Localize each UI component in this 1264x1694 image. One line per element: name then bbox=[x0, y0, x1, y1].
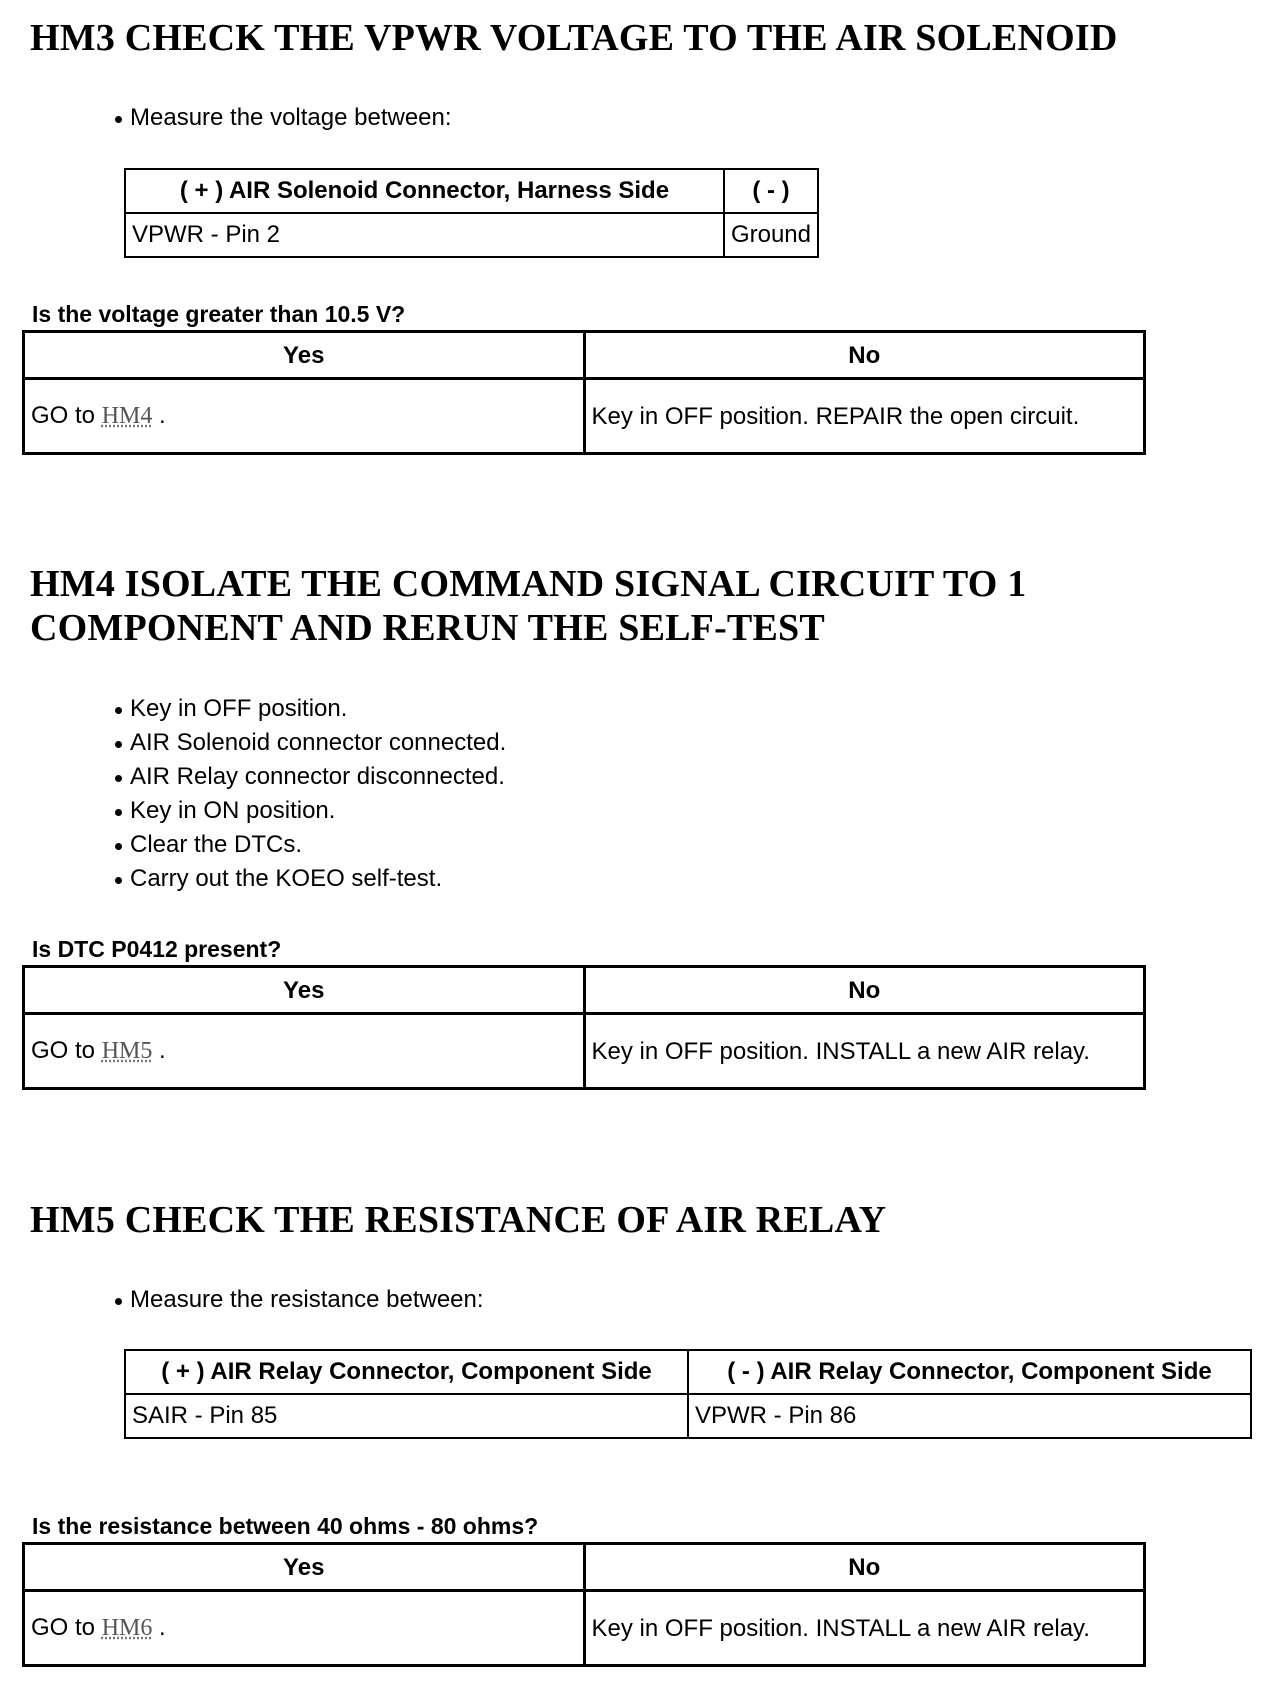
yes-suffix: . bbox=[159, 402, 166, 429]
hm5-steps bbox=[113, 1283, 484, 1317]
hm4-question: Is DTC P0412 present? bbox=[32, 936, 282, 962]
hm5-question: Is the resistance between 40 ohms - 80 ohms? bbox=[32, 1513, 539, 1539]
hm5-title: HM5 CHECK THE RESISTANCE OF AIR RELAY bbox=[30, 1199, 887, 1241]
yes-prefix: GO to bbox=[31, 402, 96, 429]
yes-prefix: GO to bbox=[31, 1614, 96, 1641]
hm3-steps bbox=[113, 101, 452, 135]
measure-header-positive: ( + ) AIR Relay Connector, Component Side bbox=[125, 1350, 688, 1394]
measure-header-negative: ( - ) AIR Relay Connector, Component Side bbox=[688, 1350, 1251, 1394]
hm4-title bbox=[30, 562, 1026, 650]
yes-suffix: . bbox=[159, 1614, 166, 1641]
yes-header: Yes bbox=[24, 332, 585, 379]
hm5-link[interactable]: HM5 bbox=[101, 1038, 153, 1064]
hm3-title: HM3 CHECK THE VPWR VOLTAGE TO THE AIR SOLENOID bbox=[30, 17, 1118, 59]
hm4-steps bbox=[113, 692, 506, 896]
list-item: Measure the voltage between: bbox=[113, 101, 452, 135]
yes-header: Yes bbox=[24, 967, 585, 1014]
measure-cell-negative: Ground bbox=[724, 213, 818, 257]
list-item: Clear the DTCs. bbox=[113, 828, 506, 862]
no-header: No bbox=[584, 332, 1145, 379]
measure-header-positive: ( + ) AIR Solenoid Connector, Harness Side bbox=[125, 169, 724, 213]
yes-header: Yes bbox=[24, 1544, 585, 1591]
hm3-measure-table bbox=[124, 168, 819, 258]
no-cell: Key in OFF position. INSTALL a new AIR relay. bbox=[584, 1014, 1145, 1089]
measure-cell-positive: SAIR - Pin 85 bbox=[125, 1394, 688, 1438]
list-item: AIR Solenoid connector connected. bbox=[113, 726, 506, 760]
hm4-decision-table bbox=[22, 965, 1146, 1090]
yes-cell bbox=[24, 379, 585, 454]
no-header: No bbox=[584, 967, 1145, 1014]
list-item: Key in OFF position. bbox=[113, 692, 506, 726]
list-item: AIR Relay connector disconnected. bbox=[113, 760, 506, 794]
yes-cell bbox=[24, 1591, 585, 1666]
measure-cell-negative: VPWR - Pin 86 bbox=[688, 1394, 1251, 1438]
measure-cell-positive: VPWR - Pin 2 bbox=[125, 213, 724, 257]
measure-header-negative: ( - ) bbox=[724, 169, 818, 213]
list-item: Measure the resistance between: bbox=[113, 1283, 484, 1317]
hm4-title-line1: HM4 ISOLATE THE COMMAND SIGNAL CIRCUIT TO 1 bbox=[30, 563, 1027, 605]
hm6-link[interactable]: HM6 bbox=[101, 1615, 153, 1641]
yes-suffix: . bbox=[159, 1037, 166, 1064]
no-cell: Key in OFF position. INSTALL a new AIR relay. bbox=[584, 1591, 1145, 1666]
no-header: No bbox=[584, 1544, 1145, 1591]
no-cell: Key in OFF position. REPAIR the open circuit. bbox=[584, 379, 1145, 454]
hm5-measure-table bbox=[124, 1349, 1252, 1439]
list-item: Carry out the KOEO self-test. bbox=[113, 862, 506, 896]
hm4-title-line2: COMPONENT AND RERUN THE SELF-TEST bbox=[30, 607, 825, 649]
yes-prefix: GO to bbox=[31, 1037, 96, 1064]
yes-cell bbox=[24, 1014, 585, 1089]
hm4-link[interactable]: HM4 bbox=[101, 403, 153, 429]
hm5-decision-table bbox=[22, 1542, 1146, 1667]
hm3-decision-table bbox=[22, 330, 1146, 455]
list-item: Key in ON position. bbox=[113, 794, 506, 828]
hm3-question: Is the voltage greater than 10.5 V? bbox=[32, 301, 406, 327]
